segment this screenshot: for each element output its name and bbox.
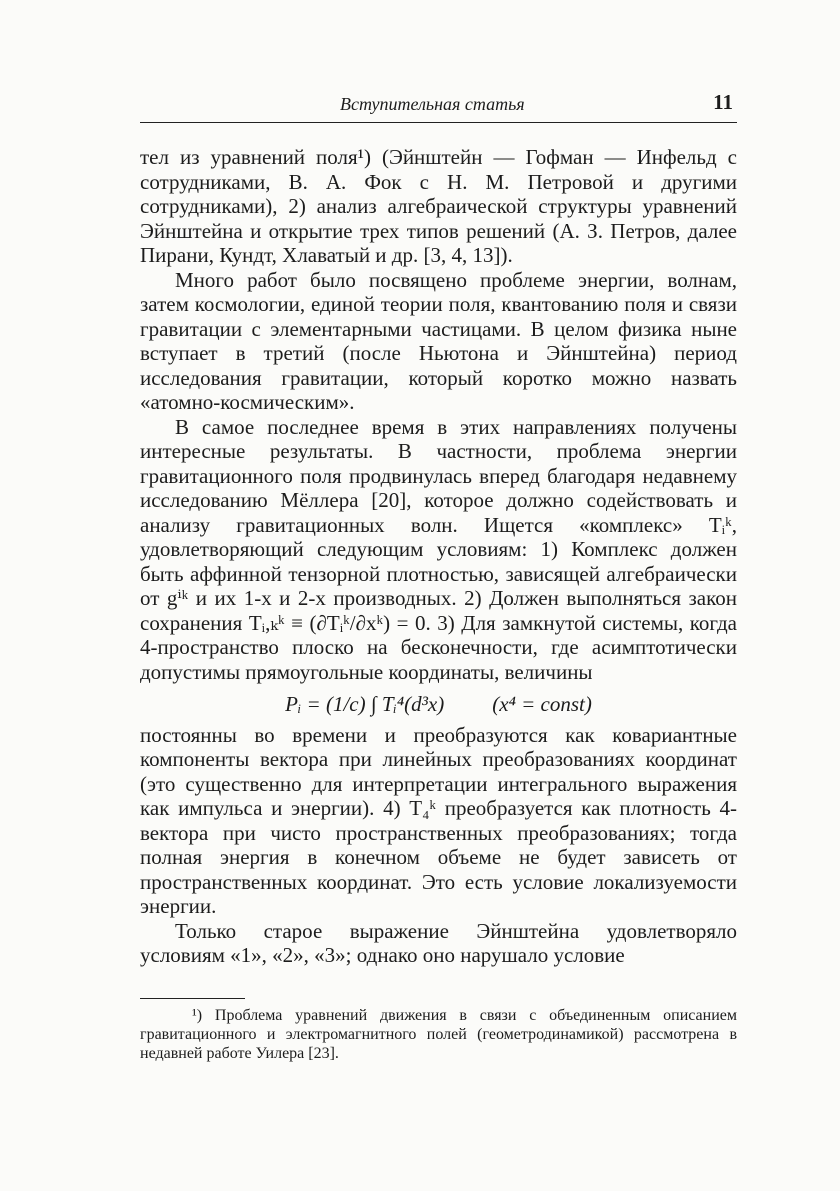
paragraph-5: Только старое выражение Эйнштейна удовлетворяло условиям «1», «2», «3»; однако оно нарушало условие <box>140 918 737 967</box>
formula-condition: (x⁴ = const) <box>492 692 592 716</box>
paragraph-3: В самое последнее время в этих направлениях получены интересные результаты. В частности, проблема энергии гравитационного поля продвинулась вперед благодаря недавнему исследованию Мёллера [20], которое должно содействовать и анализу гравитационных волн. Ищется «комплекс» Tᵢᵏ, удовлетворяющий следующим условиям: 1) Комплекс должен быть аффинной тензорной плотностью, зависящей алгебраически от gⁱᵏ и их 1-х и 2-х производных. 2) Должен выполняться закон сохранения Tᵢ,ₖᵏ ≡ (∂Tᵢᵏ/∂xᵏ) = 0. 3) Для замкнутой системы, когда 4-пространство плоско на бесконечности, где асимптотически допустимы прямоугольные координаты, величины <box>140 414 737 684</box>
energy-momentum-formula <box>140 692 737 717</box>
paragraph-1: тел из уравнений поля¹) (Эйнштейн — Гофман — Инфельд с сотрудниками, В. А. Фок с Н. М. Петровой и другими сотрудниками), 2) анализ алгебраической структуры уравнений Эйнштейна и открытие трех типов решений (А. З. Петров, далее Пирани, Кундт, Хлаватый и др. [3, 4, 13]). <box>140 145 737 267</box>
paragraph-2: Много работ было посвящено проблеме энергии, волнам, затем космологии, единой теории поля, квантованию поля и связи гравитации с элементарными частицами. В целом физика ныне вступает в третий (после Ньютона и Эйнштейна) период исследования гравитации, который коротко можно назвать «атомно-космическим». <box>140 267 737 414</box>
main-text <box>140 145 737 968</box>
footnote: ¹) Проблема уравнений движения в связи с объединенным описанием гравитационного и электромагнитного полей (геометродинамикой) рассмотрена в недавней работе Уилера [23]. <box>140 1007 737 1062</box>
running-title: Вступительная статья <box>340 94 525 114</box>
footnote-divider <box>140 998 245 999</box>
paragraph-4: постоянны во времени и преобразуются как ковариантные компоненты вектора при линейных преобразованиях координат (это существенно для интерпретации интегрального выражения как импульса и энергии). 4) T₄ᵏ преобразуется как плотность 4-вектора при чисто пространственных преобразованиях; тогда полная энергия в конечном объеме не будет зависеть от пространственных координат. Это есть условие локализуемости энергии. <box>140 722 737 918</box>
page-header <box>140 90 737 123</box>
page-number: 11 <box>713 90 733 114</box>
formula-main: Pᵢ = (1/c) ∫ Tᵢ⁴(d³x) <box>285 692 445 716</box>
